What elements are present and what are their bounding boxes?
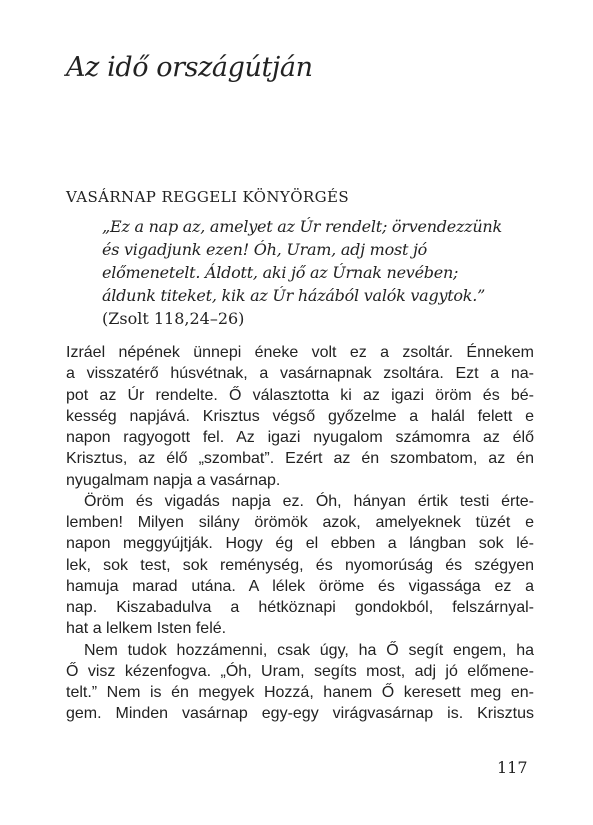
body-line: a visszatérő húsvétnak, a vasárnapnak zsoltára. Ezt a na- xyxy=(66,365,534,383)
section-heading: VASÁRNAP REGGELI KÖNYÖRGÉS xyxy=(66,188,350,206)
body-line: napon meggyújtják. Hogy ég el ebben a lángban sok lé- xyxy=(66,535,534,553)
epigraph-quote xyxy=(102,215,542,330)
body-line: nyugalmam napja a vasárnap. xyxy=(66,471,281,489)
body-line: kesség napjává. Krisztus végső győzelme a halál felett e xyxy=(66,407,534,425)
body-line: napon ragyogott fel. Az igazi nyugalom számomra az élő xyxy=(66,429,534,446)
body-line: hat a lelkem Isten felé. xyxy=(66,620,227,638)
bible-reference: (Zsolt 118,24–26) xyxy=(102,309,245,328)
body-line: pot az Úr rendelte. Ő választotta ki az igazi öröm és bé- xyxy=(66,386,534,404)
body-line: telt.” Nem is én megyek Hozzá, hanem Ő keresett meg en- xyxy=(66,684,534,701)
body-line: Krisztus, az élő „szombat”. Ezért az én szombatom, az én xyxy=(66,450,534,468)
body-line: gem. Minden vasárnap egy-egy virágvasárnap is. Krisztus xyxy=(66,705,534,723)
body-text xyxy=(66,342,534,725)
body-line: Öröm és vigadás napja ez. Óh, hányan értik testi érte- xyxy=(84,492,534,510)
body-line: nap. Kiszabadulva a hétköznapi gondokból, felszárnyal- xyxy=(66,599,534,616)
body-line: hamuja marad utána. A lélek öröme és vigassága ez a xyxy=(66,577,534,595)
body-line: Izráel népének ünnepi éneke volt ez a zsoltár. Énnekem xyxy=(66,344,534,361)
epigraph-line: és vigadjunk ezen! Óh, Uram, adj most jó xyxy=(102,240,428,259)
page-number: 117 xyxy=(497,758,528,777)
body-line: lek, sok test, sok reménység, és nyomorúság és szégyen xyxy=(66,556,534,574)
body-line: Ő visz kézenfogva. „Óh, Uram, segíts most, adj jó előmene- xyxy=(66,662,534,680)
epigraph-line: „Ez a nap az, amelyet az Úr rendelt; örvendezzünk xyxy=(102,217,502,236)
chapter-title: Az idő országútján xyxy=(66,52,313,83)
epigraph-line: előmenetelt. Áldott, aki jő az Úrnak nevében; xyxy=(102,263,459,282)
body-line: Nem tudok hozzámenni, csak úgy, ha Ő segít engem, ha xyxy=(84,641,534,659)
body-line: lemben! Milyen silány örömök azok, amelyeknek tüzét e xyxy=(66,514,534,531)
epigraph-line: áldunk titeket, kik az Úr házából valók vagytok.” xyxy=(102,286,485,305)
